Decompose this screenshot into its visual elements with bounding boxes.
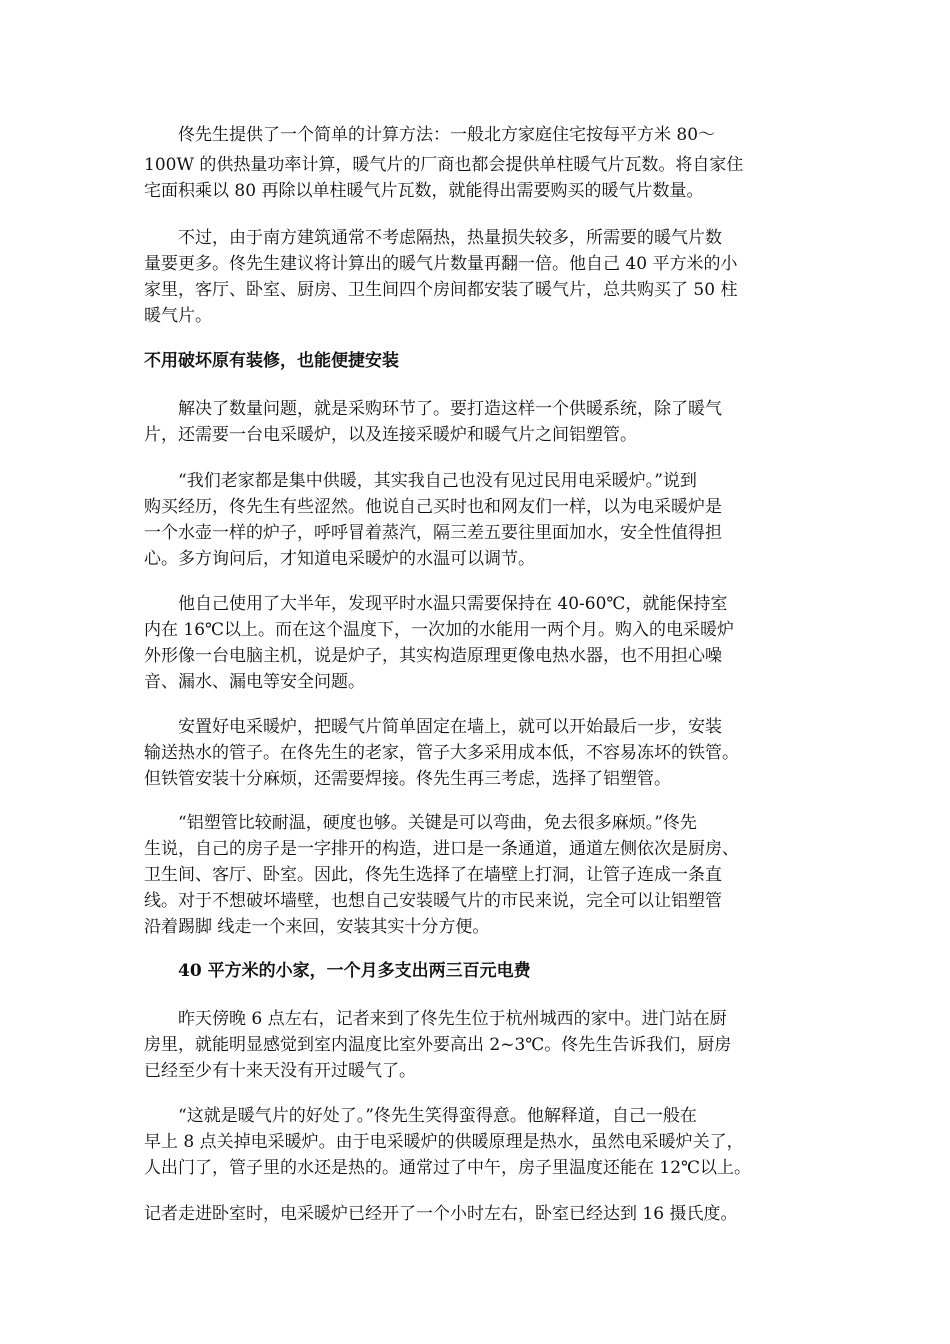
text-line: 一个水壶一样的炉子，呼呼冒着蒸汽，隔三差五要往里面加水，安全性值得担: [144, 523, 722, 543]
text-line: 生说，自己的房子是一字排开的构造，进口是一条通道，通道左侧依次是厨房、: [144, 839, 739, 859]
text-line: 他自己使用了大半年，发现平时水温只需要保持在 40-60℃，就能保持室: [144, 594, 728, 614]
text-line: 线。对于不想破坏墙壁，也想自己安装暖气片的市民来说，完全可以让铝塑管: [144, 891, 722, 911]
text-line: 卫生间、客厅、卧室。因此，佟先生选择了在墙壁上打洞，让管子连成一条直: [144, 865, 722, 885]
text-line: 昨天傍晚 6 点左右，记者来到了佟先生位于杭州城西的家中。进门站在厨: [144, 1009, 727, 1029]
text-line: 量要更多。佟先生建议将计算出的暖气片数量再翻一倍。他自己 40 平方米的小: [144, 254, 738, 274]
text-line: 心。多方询问后，才知道电采暖炉的水温可以调节。: [144, 549, 535, 569]
text-line: 已经至少有十来天没有开过暖气了。: [144, 1061, 416, 1081]
text-line: 记者走进卧室时，电采暖炉已经开了一个小时左右，卧室已经达到 16 摄氏度。: [144, 1204, 738, 1224]
text-line: 暖气片。: [144, 306, 212, 326]
text-line: 100W 的供热量功率计算，暖气片的厂商也都会提供单柱暖气片瓦数。将自家住: [144, 155, 744, 175]
text-line: 音、漏水、漏电等安全问题。: [144, 672, 365, 692]
text-line: 片，还需要一台电采暖炉，以及连接采暖炉和暖气片之间铝塑管。: [144, 425, 637, 445]
text-line: 宅面积乘以 80 再除以单柱暖气片瓦数，就能得出需要购买的暖气片数量。: [144, 181, 704, 201]
text-line: 内在 16℃以上。而在这个温度下，一次加的水能用一两个月。购入的电采暖炉: [144, 620, 735, 640]
text-line: 家里，客厅、卧室、厨房、卫生间四个房间都安装了暖气片，总共购买了 50 柱: [144, 280, 738, 300]
text-line: 房里，就能明显感觉到室内温度比室外要高出 2~3℃。佟先生告诉我们，厨房: [144, 1035, 732, 1055]
section-heading: 40 平方米的小家，一个月多支出两三百元电费: [144, 961, 531, 981]
text-line: 佟先生提供了一个简单的计算方法：一般北方家庭住宅按每平方米 80～: [144, 125, 716, 145]
text-line: “这就是暖气片的好处了。”佟先生笑得蛮得意。他解释道，自己一般在: [144, 1106, 697, 1126]
text-line: 早上 8 点关掉电采暖炉。由于电采暖炉的供暖原理是热水，虽然电采暖炉关了，: [144, 1132, 744, 1152]
text-line: 输送热水的管子。在佟先生的老家，管子大多采用成本低，不容易冻坏的铁管。: [144, 743, 739, 763]
text-line: 不过，由于南方建筑通常不考虑隔热，热量损失较多，所需要的暖气片数: [144, 228, 722, 248]
text-line: 安置好电采暖炉，把暖气片简单固定在墙上，就可以开始最后一步，安装: [144, 717, 722, 737]
text-line: 人出门了，管子里的水还是热的。通常过了中午，房子里温度还能在 12℃以上。: [144, 1158, 752, 1178]
text-line: 但铁管安装十分麻烦，还需要焊接。佟先生再三考虑，选择了铝塑管。: [144, 769, 671, 789]
text-line: “我们老家都是集中供暖，其实我自己也没有见过民用电采暖炉。”说到: [144, 471, 697, 491]
section-heading: 不用破坏原有装修，也能便捷安装: [144, 351, 399, 371]
text-line: 解决了数量问题，就是采购环节了。要打造这样一个供暖系统，除了暖气: [144, 399, 722, 419]
text-line: “铝塑管比较耐温，硬度也够。关键是可以弯曲，免去很多麻烦。”佟先: [144, 813, 697, 833]
text-line: 沿着踢脚 线走一个来回，安装其实十分方便。: [144, 917, 490, 937]
text-line: 购买经历，佟先生有些涩然。他说自己买时也和网友们一样，以为电采暖炉是: [144, 497, 722, 517]
text-line: 外形像一台电脑主机，说是炉子，其实构造原理更像电热水器，也不用担心噪: [144, 646, 722, 666]
